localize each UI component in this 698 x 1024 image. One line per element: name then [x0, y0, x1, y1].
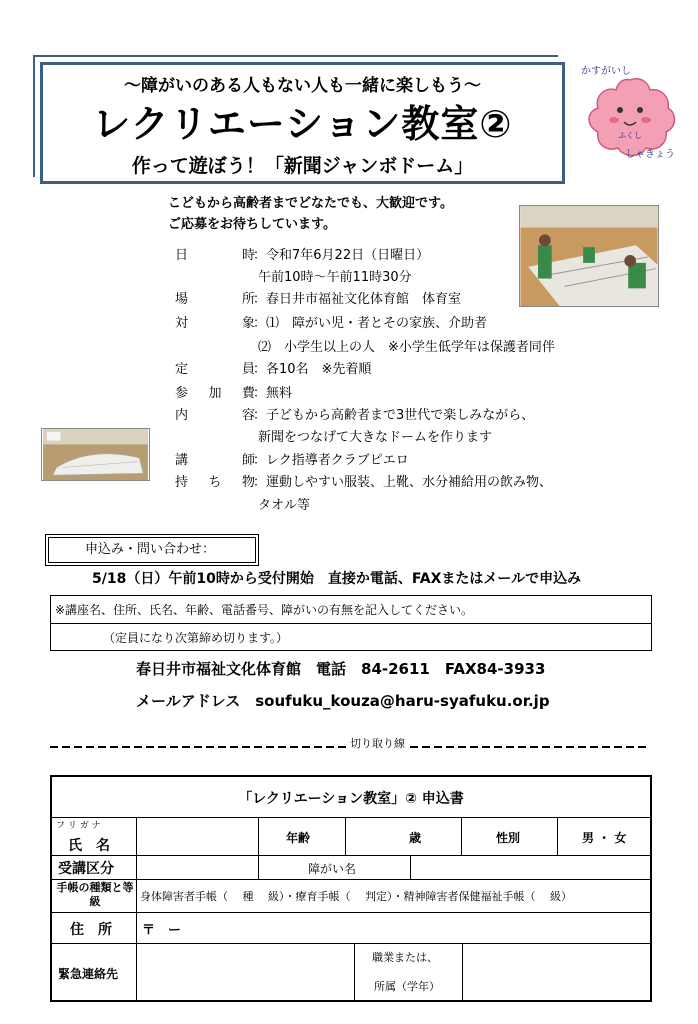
gender-options[interactable]: 男 ・ 女	[582, 831, 627, 845]
inquiry-main: 5/18（日）午前10時から受付開始 直接か電話、FAXまたはメールで申込み	[92, 571, 582, 587]
intro-line-2: ご応募をお待ちしています。	[168, 217, 336, 232]
address-label: 住 所	[70, 922, 112, 938]
category-input[interactable]	[138, 857, 256, 877]
intro-line-1: こどもから高齢者までどなたでも、大歓迎です。	[168, 196, 453, 211]
detail-target-2: ⑵ 小学生以上の人 ※小学生低学年は保護者同伴	[258, 340, 555, 355]
postal-mark[interactable]: 〒 ー	[142, 923, 182, 938]
detail-target	[175, 313, 488, 335]
emergency-input[interactable]	[138, 945, 352, 1000]
furigana-label: フ リ ガ ナ	[56, 821, 101, 831]
name-label: 氏 名	[68, 838, 110, 854]
note-box	[50, 595, 652, 651]
detail-date-time: 午前10時～午前11時30分	[258, 270, 412, 285]
event-photo-1	[519, 205, 659, 307]
mascot-top-label: かすがいし	[581, 66, 631, 77]
detail-capacity	[175, 359, 372, 381]
inquiry-label: 申込み・問い合わせ：	[48, 537, 256, 563]
detail-place-value: ：春日井市福祉文化体育館 体育室	[253, 292, 462, 307]
detail-date-value: ：令和7年6月22日（日曜日）	[253, 248, 430, 263]
page-subtitle: 作って遊ぼう！「新聞ジャンボドーム」	[131, 155, 474, 177]
detail-target-value: ：⑴ 障がい児・者とその家族、介助者	[253, 316, 488, 331]
contact-phone: 春日井市福祉文化体育館 電話 84-2611 FAX84-3933	[136, 660, 546, 678]
detail-items-2: タオル等	[258, 498, 311, 513]
detail-items	[175, 472, 553, 494]
disability-name-input[interactable]	[412, 857, 648, 877]
name-input[interactable]	[138, 819, 256, 853]
title-tagline: ～障がいのある人もない人も一緒に楽しもう～	[124, 76, 481, 96]
detail-capacity-value: ：各10名 ※先着順	[253, 362, 372, 377]
detail-instructor-key: 講 師	[175, 453, 255, 468]
detail-place	[175, 289, 462, 311]
detail-content-2: 新聞をつなげて大きなドームを作ります	[258, 430, 493, 445]
mascot-bottom-label: しゃきょう	[625, 149, 675, 160]
occupation-label-2: 所属（学年）	[374, 980, 440, 993]
detail-fee-key: 参 加 費	[175, 386, 255, 401]
detail-items-value: ：運動しやすい服装、上靴、水分補給用の飲み物、	[253, 475, 553, 490]
detail-fee-value: ：無料	[253, 386, 293, 401]
emergency-label: 緊急連絡先	[58, 967, 119, 981]
detail-content	[175, 405, 535, 427]
note-divider	[51, 623, 651, 624]
age-label: 年齢	[286, 831, 311, 845]
note-line-1: ※講座名、住所、氏名、年齢、電話番号、障がいの有無を記入してください。	[55, 603, 474, 617]
handbook-text: 身体障害者手帳（ 種 級）・療育手帳（ 判定）・精神障害者保健福祉手帳（ 級）	[140, 890, 572, 903]
occupation-input[interactable]	[464, 945, 648, 1000]
event-photo-2	[41, 428, 150, 481]
note-line-2: （定員になり次第締め切ります。）	[103, 631, 289, 645]
application-form	[50, 775, 652, 1002]
contact-email: メールアドレス soufuku_kouza@haru-syafuku.or.jp	[136, 692, 550, 710]
detail-instructor	[175, 450, 409, 472]
detail-capacity-key: 定 員	[175, 362, 255, 377]
detail-items-key: 持 ち 物	[175, 475, 255, 490]
page-title: レクリエーション教室②	[92, 102, 513, 146]
detail-content-key: 内 容	[175, 408, 255, 423]
detail-date	[175, 245, 430, 267]
disability-name-label: 障がい名	[308, 862, 357, 876]
category-label: 受講区分	[58, 861, 114, 877]
form-title: 「レクリエーション教室」② 申込書	[238, 791, 464, 807]
detail-date-key: 日 時	[175, 248, 255, 263]
gender-label: 性別	[496, 831, 521, 845]
detail-instructor-value: ：レク指導者クラブピエロ	[253, 453, 409, 468]
detail-fee	[175, 383, 293, 405]
handbook-label: 手帳の種類と等級	[56, 881, 134, 908]
detail-place-key: 場 所	[175, 292, 255, 307]
detail-content-value: ：子どもから高齢者まで3世代で楽しみながら、	[253, 408, 535, 423]
title-box	[40, 62, 565, 184]
occupation-label-1: 職業または、	[372, 951, 438, 964]
mascot-face-text: ふくし	[618, 131, 642, 140]
cut-line-label: 切り取り線	[347, 735, 408, 751]
age-input[interactable]	[347, 819, 407, 853]
detail-target-key: 対 象	[175, 316, 255, 331]
age-unit: 歳	[409, 831, 422, 845]
